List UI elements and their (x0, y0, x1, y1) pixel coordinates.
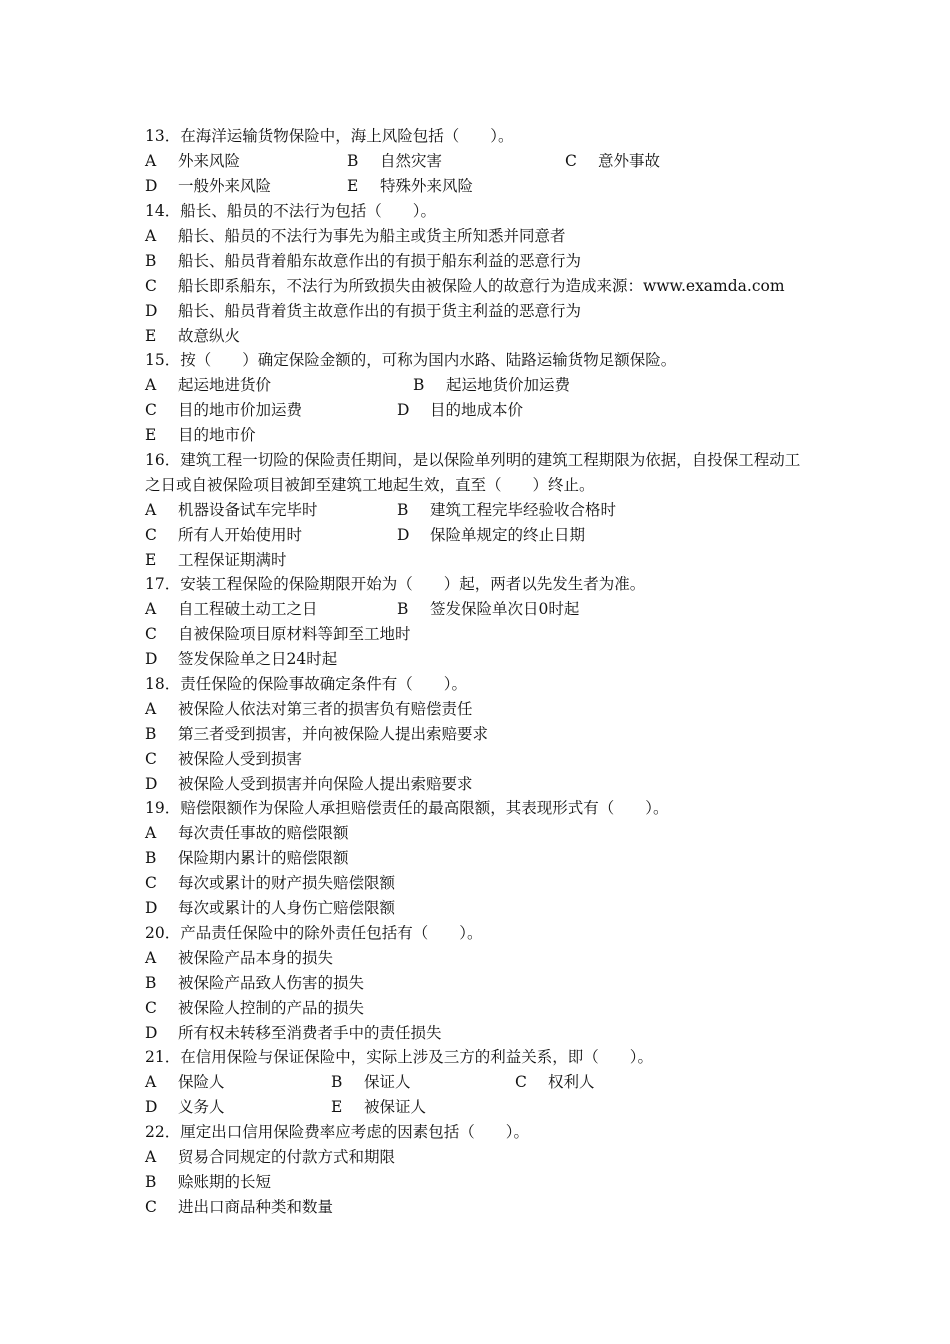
option-text: 外来风险 (178, 152, 241, 170)
option-item (331, 1095, 426, 1120)
option-item (397, 523, 585, 548)
option-letter: A (145, 700, 157, 718)
option-letter: A (145, 152, 157, 170)
option-text: 义务人 (178, 1098, 225, 1116)
option-text: 签发保险单次日0时起 (430, 600, 580, 618)
question-stem: 20．产品责任保险中的除外责任包括有（ ）。 (145, 924, 483, 942)
option-item (145, 722, 488, 747)
option-text: 所有人开始使用时 (178, 526, 303, 544)
question-stem: 21．在信用保险与保证保险中，实际上涉及三方的利益关系，即（ ）。 (145, 1048, 653, 1066)
option-text: 被保证人 (364, 1098, 427, 1116)
option-text: 意外事故 (598, 152, 661, 170)
option-item (145, 946, 333, 971)
option-text: 权利人 (548, 1073, 595, 1091)
option-text: 建筑工程完毕经验收合格时 (430, 501, 617, 519)
option-letter: D (145, 775, 158, 793)
option-text: 所有权未转移至消费者手中的责任损失 (178, 1024, 442, 1042)
option-text: 每次或累计的人身伤亡赔偿限额 (178, 899, 396, 917)
option-text: 每次责任事故的赔偿限额 (178, 824, 349, 842)
option-letter: D (145, 650, 158, 668)
option-letter: D (145, 1024, 158, 1042)
option-letter: D (397, 526, 410, 544)
option-item (145, 149, 240, 174)
option-item (145, 548, 287, 573)
option-item (145, 1195, 333, 1220)
option-item (145, 373, 271, 398)
option-letter: A (145, 376, 157, 394)
option-item (145, 1021, 442, 1046)
question-stem: 18．责任保险的保险事故确定条件有（ ）。 (145, 675, 467, 693)
option-letter: A (145, 600, 157, 618)
option-text: 保证人 (364, 1073, 411, 1091)
option-text: 保险单规定的终止日期 (430, 526, 586, 544)
option-letter: B (397, 501, 409, 519)
option-item (145, 871, 395, 896)
option-item (145, 274, 785, 299)
option-letter: A (145, 1148, 157, 1166)
option-letter: D (145, 302, 158, 320)
option-letter: A (145, 1073, 157, 1091)
question-stem: 17．安装工程保险的保险期限开始为（ ）起，两者以先发生者为准。 (145, 575, 646, 593)
option-letter: E (331, 1098, 343, 1116)
option-letter: E (145, 551, 157, 569)
option-item (145, 647, 337, 672)
option-item (565, 149, 660, 174)
question-stem: 22．厘定出口信用保险费率应考虑的因素包括（ ）。 (145, 1123, 529, 1141)
option-item (413, 373, 570, 398)
option-text: 目的地市价加运费 (178, 401, 303, 419)
option-item (145, 1145, 395, 1170)
option-item (145, 174, 271, 199)
option-text: 目的地市价 (178, 426, 256, 444)
option-letter: B (397, 600, 409, 618)
option-text: 目的地成本价 (430, 401, 524, 419)
option-item (347, 174, 473, 199)
option-item (145, 398, 302, 423)
option-letter: B (145, 252, 157, 270)
option-letter: B (145, 849, 157, 867)
option-letter: E (145, 327, 157, 345)
option-item (145, 324, 240, 349)
option-letter: B (145, 1173, 157, 1191)
option-letter: C (515, 1073, 527, 1091)
option-text: 船长、船员的不法行为事先为船主或货主所知悉并同意者 (178, 227, 566, 245)
option-text: 故意纵火 (178, 327, 241, 345)
question-stem: 16．建筑工程一切险的保险责任期间，是以保险单列明的建筑工程期限为依据，自投保工程动工之日或自被保险项目被卸至建筑工地起生效，直至（ ）终止。 (145, 451, 801, 494)
option-letter: D (145, 177, 158, 195)
option-item (145, 423, 256, 448)
option-text: 第三者受到损害，并向被保险人提出索赔要求 (178, 725, 489, 743)
option-item (347, 149, 442, 174)
option-item (145, 772, 473, 797)
option-letter: B (413, 376, 425, 394)
option-text: 赊账期的长短 (178, 1173, 272, 1191)
option-letter: C (145, 1198, 157, 1216)
option-text: 被保险人受到损害 (178, 750, 303, 768)
option-text: 进出口商品种类和数量 (178, 1198, 334, 1216)
question-stem: 15．按（ ）确定保险金额的，可称为国内水路、陆路运输货物足额保险。 (145, 351, 677, 369)
option-item (145, 249, 581, 274)
option-item (145, 821, 349, 846)
option-item (145, 1170, 271, 1195)
option-letter: A (145, 949, 157, 967)
option-text: 被保险人依法对第三者的损害负有赔偿责任 (178, 700, 473, 718)
option-text: 每次或累计的财产损失赔偿限额 (178, 874, 396, 892)
option-item (397, 597, 579, 622)
option-item (145, 747, 302, 772)
option-letter: D (397, 401, 410, 419)
option-letter: B (145, 974, 157, 992)
option-text: 自然灾害 (380, 152, 443, 170)
option-text: 一般外来风险 (178, 177, 272, 195)
option-letter: E (145, 426, 157, 444)
option-item (145, 1095, 225, 1120)
option-letter: A (145, 227, 157, 245)
option-item (145, 498, 318, 523)
option-text: 起运地进货价 (178, 376, 272, 394)
option-item (515, 1070, 595, 1095)
option-letter: C (145, 874, 157, 892)
option-text: 被保险人控制的产品的损失 (178, 999, 365, 1017)
option-text: 保险人 (178, 1073, 225, 1091)
option-text: 被保险人受到损害并向保险人提出索赔要求 (178, 775, 473, 793)
option-item (145, 299, 581, 324)
option-item (145, 523, 302, 548)
option-item (145, 622, 411, 647)
option-text: 船长、船员背着船东故意作出的有损于船东利益的恶意行为 (178, 252, 582, 270)
option-item (145, 597, 318, 622)
option-item (331, 1070, 411, 1095)
option-item (397, 498, 616, 523)
option-text: 被保险产品致人伤害的损失 (178, 974, 365, 992)
question-stem: 14．船长、船员的不法行为包括（ ）。 (145, 202, 436, 220)
option-item (397, 398, 523, 423)
option-letter: D (145, 1098, 158, 1116)
option-letter: D (145, 899, 158, 917)
option-letter: C (145, 277, 157, 295)
option-text: 船长即系船东，不法行为所致损失由被保险人的故意行为造成来源：www.examda.com (178, 277, 785, 295)
option-letter: B (331, 1073, 343, 1091)
option-item (145, 224, 566, 249)
option-letter: C (145, 401, 157, 419)
option-text: 保险期内累计的赔偿限额 (178, 849, 349, 867)
question-stem: 19．赔偿限额作为保险人承担赔偿责任的最高限额，其表现形式有（ ）。 (145, 799, 669, 817)
option-text: 起运地货价加运费 (446, 376, 571, 394)
option-letter: A (145, 824, 157, 842)
option-letter: C (145, 999, 157, 1017)
option-text: 机器设备试车完毕时 (178, 501, 318, 519)
option-letter: C (145, 526, 157, 544)
option-item (145, 996, 364, 1021)
question-stem: 13．在海洋运输货物保险中，海上风险包括（ ）。 (145, 127, 514, 145)
option-letter: C (145, 625, 157, 643)
option-item (145, 971, 364, 996)
option-text: 自工程破土动工之日 (178, 600, 318, 618)
option-text: 工程保证期满时 (178, 551, 287, 569)
option-text: 船长、船员背着货主故意作出的有损于货主利益的恶意行为 (178, 302, 582, 320)
option-text: 贸易合同规定的付款方式和期限 (178, 1148, 396, 1166)
option-text: 被保险产品本身的损失 (178, 949, 334, 967)
option-item (145, 697, 473, 722)
option-item (145, 846, 349, 871)
option-letter: A (145, 501, 157, 519)
option-letter: C (565, 152, 577, 170)
option-item (145, 896, 395, 921)
option-letter: E (347, 177, 359, 195)
option-text: 签发保险单之日24时起 (178, 650, 338, 668)
option-text: 自被保险项目原材料等卸至工地时 (178, 625, 411, 643)
option-item (145, 1070, 225, 1095)
option-letter: B (347, 152, 359, 170)
option-text: 特殊外来风险 (380, 177, 474, 195)
option-letter: C (145, 750, 157, 768)
option-letter: B (145, 725, 157, 743)
